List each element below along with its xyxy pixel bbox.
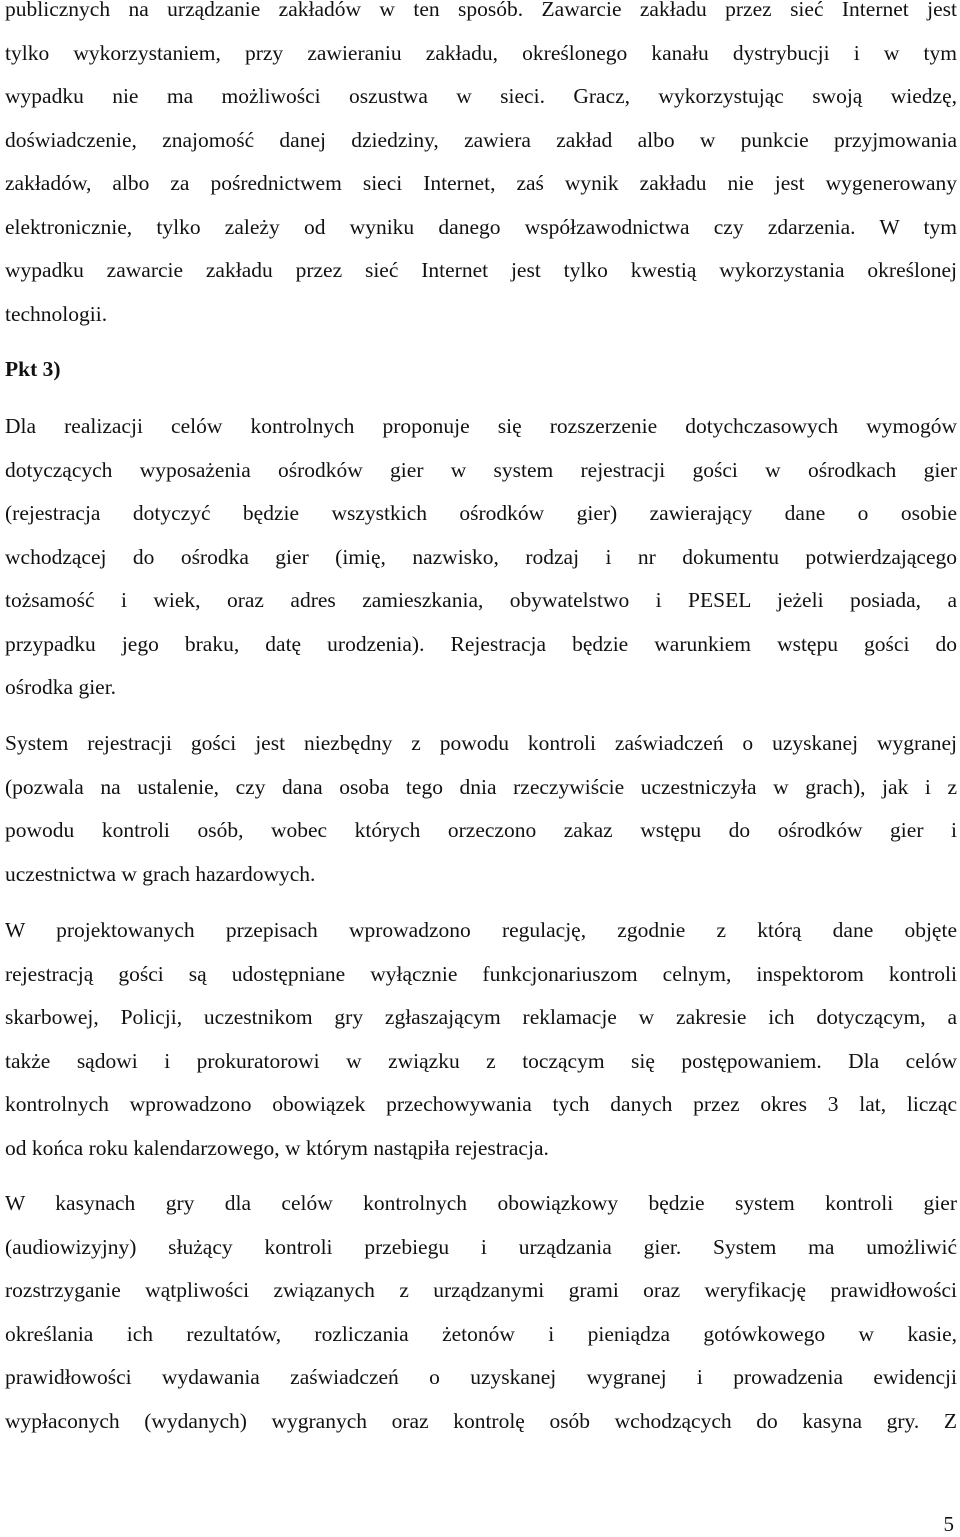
paragraph-1 [5,0,957,336]
text-line: dotyczących wyposażenia ośrodków gier w system rejestracji gości w ośrodkach gier [5,457,957,482]
text-line: kontrolnych wprowadzono obowiązek przechowywania tych danych przez okres 3 lat, licząc [5,1092,957,1116]
paragraph-4 [5,909,957,1170]
text-line: powodu kontroli osób, wobec których orzeczono zakaz wstępu do ośrodków gier i [5,818,957,842]
text-line: (audiowizyjny) służący kontroli przebiegu i urządzania gier. System ma umożliwić [5,1234,957,1259]
text-line: (pozwala na ustalenie, czy dana osoba tego dnia rzeczywiście uczestniczyła w grach), jak i z [5,774,957,799]
text-line: rejestracją gości są udostępniane wyłącznie funkcjonariuszom celnym, inspektorom kontroli [5,961,957,986]
text-line: tożsamość i wiek, oraz adres zamieszkania, obywatelstwo i PESEL jeżeli posiada, a [5,588,957,612]
text-line: W kasynach gry dla celów kontrolnych obowiązkowy będzie system kontroli gier [5,1191,957,1215]
text-line: ośrodka gier. [5,675,117,699]
paragraph-5 [5,1182,957,1443]
text-line: System rejestracji gości jest niezbędny z powodu kontroli zaświadczeń o uzyskanej wygranej [5,731,957,755]
text-line: wypadku zawarcie zakładu przez sieć Internet jest tylko kwestią wykorzystania określonej [5,258,957,282]
text-line: tylko wykorzystaniem, przy zawieraniu zakładu, określonego kanału dystrybucji i w tym [5,40,957,65]
text-line: Dla realizacji celów kontrolnych proponuje się rozszerzenie dotychczasowych wymogów [5,414,957,438]
text-line: od końca roku kalendarzowego, w którym nastąpiła rejestracja. [5,1135,549,1160]
paragraph-2 [5,405,957,710]
text-line: zakładów, albo za pośrednictwem sieci Internet, zaś wynik zakładu nie jest wygenerowany [5,171,957,195]
text-line: rozstrzyganie wątpliwości związanych z urządzanymi grami oraz weryfikację prawidłowości [5,1278,957,1302]
text-line: skarbowej, Policji, uczestnikom gry zgłaszającym reklamacje w zakresie ich dotyczącym, a [5,1005,957,1029]
text-line: wchodzącej do ośrodka gier (imię, nazwisko, rodzaj i nr dokumentu potwierdzającego [5,544,957,569]
text-line: wypadku nie ma możliwości oszustwa w sieci. Gracz, wykorzystując swoją wiedzę, [5,84,957,108]
text-line: także sądowi i prokuratorowi w związku z toczącym się postępowaniem. Dla celów [5,1048,957,1073]
text-line: uczestnictwa w grach hazardowych. [5,861,316,886]
text-line: elektronicznie, tylko zależy od wyniku danego współzawodnictwa czy zdarzenia. W tym [5,214,957,239]
page-number: 5 [943,1512,954,1536]
text-line: prawidłowości wydawania zaświadczeń o uzyskanej wygranej i prowadzenia ewidencji [5,1365,957,1389]
text-line: W projektowanych przepisach wprowadzono regulację, zgodnie z którą dane objęte [5,918,957,942]
section-heading: Pkt 3) [5,357,61,381]
text-line: określania ich rezultatów, rozliczania żetonów i pieniądza gotówkowego w kasie, [5,1321,957,1346]
text-line: technologii. [5,301,108,326]
text-line: wypłaconych (wydanych) wygranych oraz kontrolę osób wchodzących do kasyna gry. Z [5,1408,957,1433]
text-line: doświadczenie, znajomość danej dziedziny, zawiera zakład albo w punkcie przyjmowania [5,127,957,152]
text-line: (rejestracja dotyczyć będzie wszystkich ośrodków gier) zawierający dane o osobie [5,501,957,525]
paragraph-3 [5,722,957,896]
text-line: przypadku jego braku, datę urodzenia). Rejestracja będzie warunkiem wstępu gości do [5,631,957,656]
text-line: publicznych na urządzanie zakładów w ten sposób. Zawarcie zakładu przez sieć Internet jest [5,0,957,21]
